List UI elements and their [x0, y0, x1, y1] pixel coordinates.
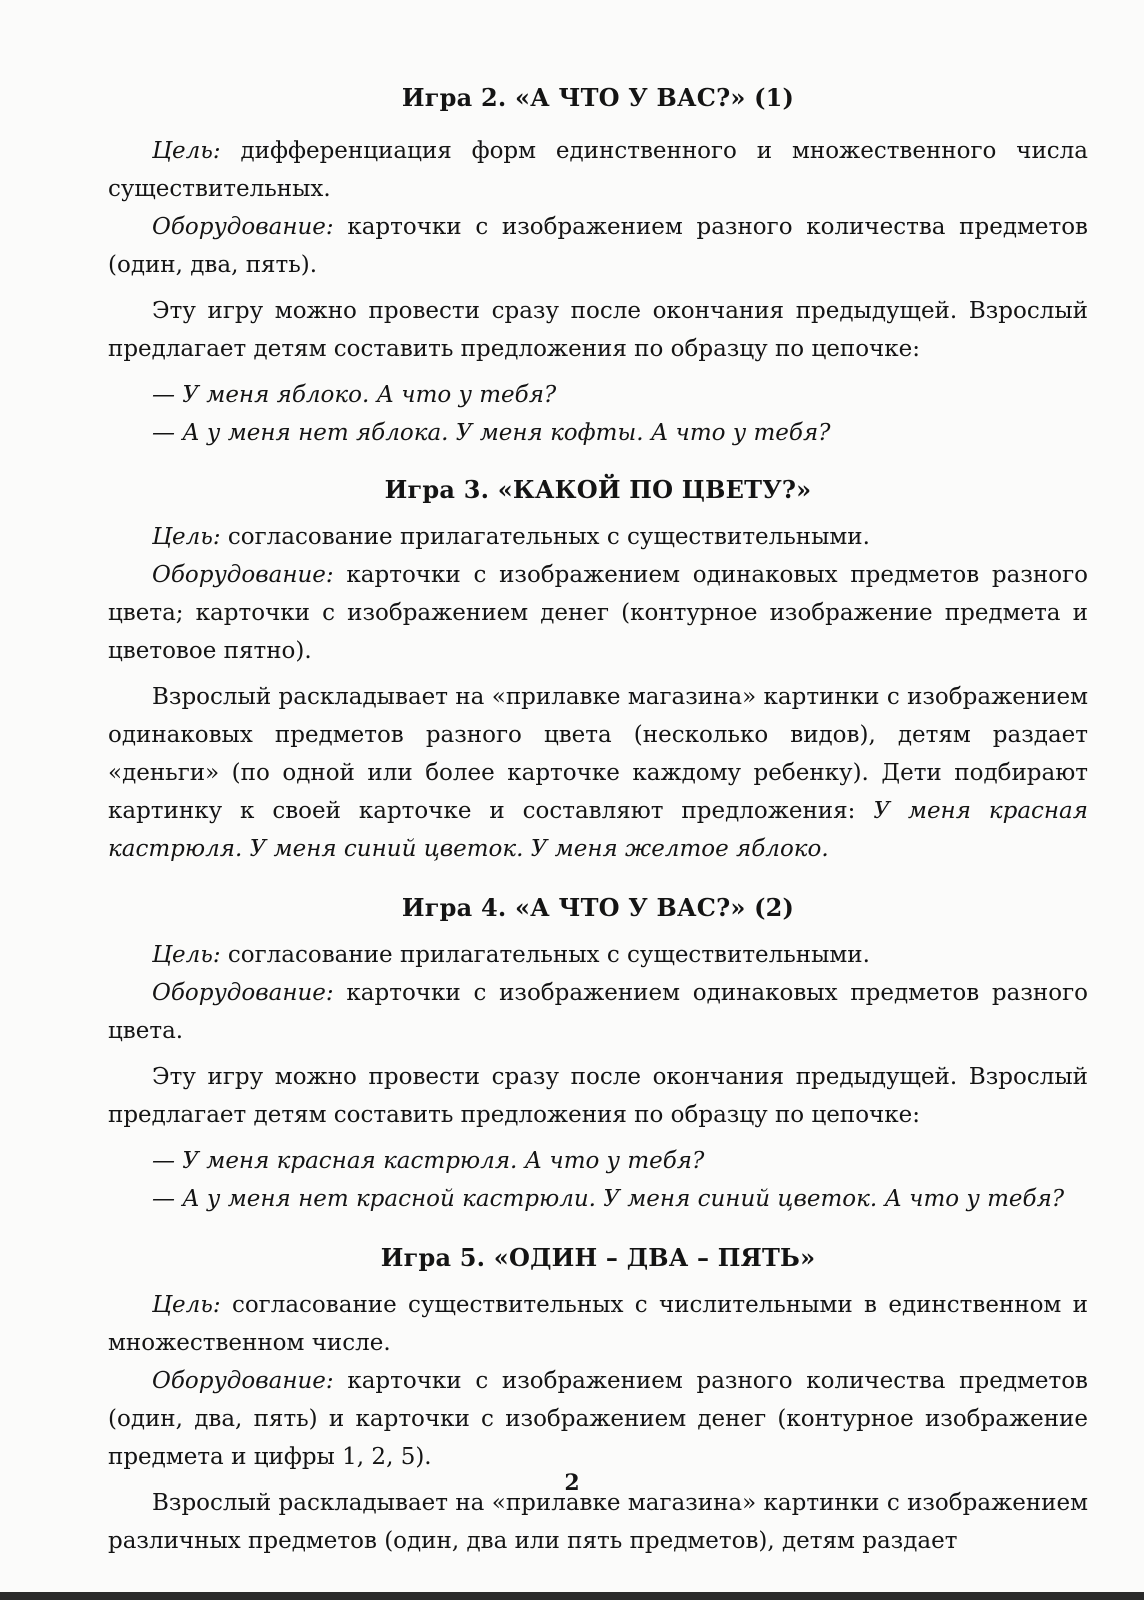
game-4-section — [108, 888, 1088, 1218]
equipment-label: Оборудование: — [152, 1368, 334, 1394]
goal-text: дифференциация форм единственного и множественного числа существительных. — [108, 138, 1088, 202]
goal-text: согласование прилагательных с существительными. — [227, 942, 870, 968]
page-bottom-edge — [0, 1592, 1144, 1600]
page-number: 2 — [564, 1470, 580, 1496]
game-4-dialog-line-1: — У меня красная кастрюля. А что у тебя? — [152, 1148, 705, 1174]
game-2-description: Эту игру можно провести сразу после окончания предыдущей. Взрослый предлагает детям составить предложения по образцу по цепочке: — [108, 298, 1088, 362]
game-4-equipment — [108, 974, 1088, 1050]
game-3-section — [108, 470, 1088, 868]
game-2-dialog-line-2: — А у меня нет яблока. У меня кофты. А что у тебя? — [152, 420, 831, 446]
game-3-title: Игра 3. «КАКОЙ ПО ЦВЕТУ?» — [384, 475, 812, 504]
equipment-text: карточки с изображением разного количества предметов (один, два, пять). — [108, 214, 1089, 278]
game-4-dialog-line-2: — А у меня нет красной кастрюли. У меня синий цветок. А что у тебя? — [152, 1186, 1065, 1212]
page-content — [108, 78, 1088, 1560]
goal-label: Цель: — [152, 1292, 221, 1318]
game-5-title: Игра 5. «ОДИН – ДВА – ПЯТЬ» — [380, 1243, 816, 1272]
game-3-goal — [108, 518, 1088, 556]
equipment-text: карточки с изображением разного количества предметов (один, два, пять) и карточки с изображением денег (контурное изображение предмета и цифры 1, 2, 5). — [108, 1368, 1089, 1470]
game-3-description — [108, 678, 1088, 868]
goal-text: согласование существительных с числительными в единственном и множественном числе. — [108, 1292, 1088, 1356]
game-5-description: Взрослый раскладывает на «прилавке магазина» картинки с изображением различных предметов (один, два или пять предметов), детям раздает — [108, 1490, 1088, 1554]
game-3-equipment — [108, 556, 1088, 670]
game-2-title: Игра 2. «А ЧТО У ВАС?» (1) — [401, 83, 795, 112]
game-4-goal — [108, 936, 1088, 974]
game-2-section — [108, 78, 1088, 452]
equipment-label: Оборудование: — [152, 562, 334, 588]
description-examples: У меня красная кастрюля. У меня синий цветок. У меня желтое яблоко. — [108, 798, 1089, 862]
game-5-equipment — [108, 1362, 1088, 1476]
equipment-text: карточки с изображением одинаковых предметов разного цвета; карточки с изображением денег (контурное изображение предмета и цветовое пятно). — [108, 562, 1088, 664]
game-2-goal — [108, 132, 1088, 208]
goal-label: Цель: — [152, 524, 221, 550]
goal-text: согласование прилагательных с существительными. — [227, 524, 870, 550]
goal-label: Цель: — [152, 138, 221, 164]
equipment-text: карточки с изображением одинаковых предметов разного цвета. — [108, 980, 1088, 1044]
equipment-label: Оборудование: — [152, 980, 334, 1006]
game-4-title: Игра 4. «А ЧТО У ВАС?» (2) — [401, 893, 795, 922]
goal-label: Цель: — [152, 942, 221, 968]
game-5-section — [108, 1238, 1088, 1560]
equipment-label: Оборудование: — [152, 214, 334, 240]
description-text: Взрослый раскладывает на «прилавке магазина» картинки с изображением одинаковых предметов разного цвета (несколько видов), детям раздает «деньги» (по одной или более карточке каждому ребенку). Дети подбирают картинку к своей карточке и составляют предложения: — [108, 684, 1088, 824]
game-2-dialog-line-1: — У меня яблоко. А что у тебя? — [152, 382, 557, 408]
game-2-equipment — [108, 208, 1088, 284]
game-4-description: Эту игру можно провести сразу после окончания предыдущей. Взрослый предлагает детям составить предложения по образцу по цепочке: — [108, 1064, 1088, 1128]
game-5-goal — [108, 1286, 1088, 1362]
